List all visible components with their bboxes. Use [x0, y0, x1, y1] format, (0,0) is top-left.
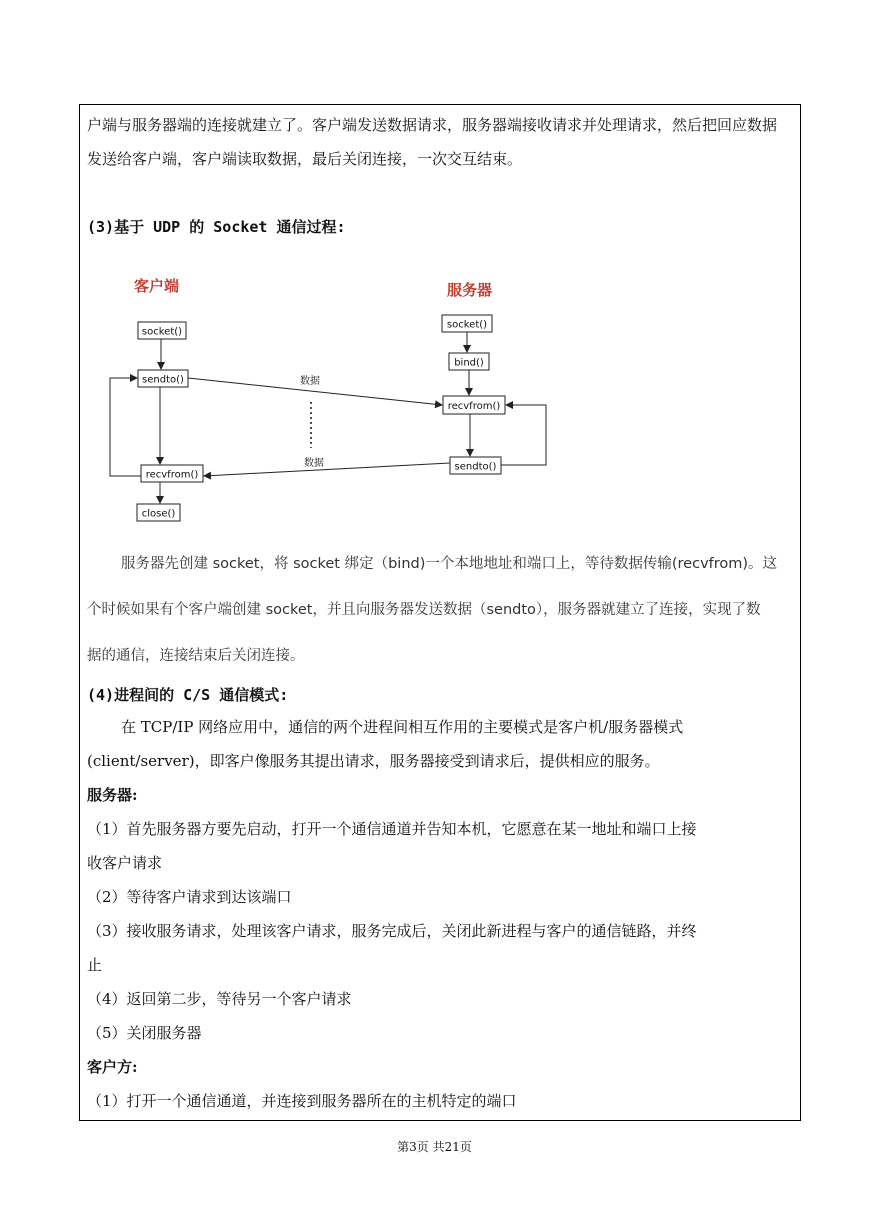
server-socket-node	[442, 315, 492, 332]
intro-line-1: 户端与服务器端的连接就建立了。客户端发送数据请求，服务器端接收请求并处理请求，然后把回应数据	[87, 116, 778, 134]
server-step-1a: （1）首先服务器方要先启动，打开一个通信通道并告知本机，它愿意在某一地址和端口上接	[87, 820, 697, 838]
server-recvfrom-label: recvfrom()	[447, 401, 501, 412]
para-line-3: 据的通信，连接结束后关闭连接。	[87, 648, 305, 664]
server-step-3b: 止	[87, 956, 103, 974]
server-step-4: （4）返回第二步，等待另一个客户请求	[87, 990, 352, 1008]
data-response-arrow	[204, 463, 450, 476]
data-label-top: 数据	[300, 376, 320, 387]
intro-line-2: 发送给客户端，客户端读取数据，最后关闭连接，一次交互结束。	[87, 150, 523, 168]
server-step-1b: 收客户请求	[87, 854, 163, 872]
server-loop-arrow	[501, 405, 546, 465]
client-socket-label: socket()	[141, 326, 183, 338]
section4-line-2: (client/server)，即客户像服务其提出请求，服务器接受到请求后，提供相应的服务。	[87, 752, 660, 770]
server-sendto-label: sendto()	[454, 461, 497, 473]
client-heading: 客户方:	[87, 1058, 138, 1076]
server-step-2: （2）等待客户请求到达该端口	[87, 888, 292, 906]
section3-heading: (3)基于 UDP 的 Socket 通信过程:	[87, 218, 346, 236]
data-label-bottom: 数据	[304, 458, 324, 469]
client-close-node	[137, 504, 180, 521]
server-recvfrom-node	[443, 396, 505, 414]
client-recvfrom-node	[141, 465, 203, 482]
client-sendto-label: sendto()	[142, 374, 184, 386]
page-footer: 第3页 共21页	[397, 1140, 472, 1154]
server-title: 服务器	[447, 281, 493, 299]
server-bind-node	[449, 353, 489, 370]
client-title: 客户端	[134, 277, 180, 295]
server-bind-label: bind()	[454, 357, 484, 369]
client-step-1: （1）打开一个通信通道，并连接到服务器所在的主机特定的端口	[87, 1092, 517, 1110]
client-recvfrom-label: recvfrom()	[145, 469, 199, 481]
para-line-2: 个时候如果有个客户端创建 socket，并且向服务器发送数据（sendto），服务器就建立了连接，实现了数	[87, 602, 761, 618]
server-step-3a: （3）接收服务请求，处理该客户请求，服务完成后，关闭此新进程与客户的通信链路，并终	[87, 922, 697, 940]
section4-heading: (4)进程间的 C/S 通信模式:	[87, 686, 289, 704]
client-close-label: close()	[141, 508, 176, 520]
client-sendto-node	[138, 370, 188, 387]
udp-socket-diagram	[0, 260, 869, 560]
client-loop-arrow	[110, 378, 141, 476]
para-line-1: 服务器先创建 socket，将 socket 绑定（bind)一个本地地址和端口上，等待数据传输(recvfrom)。这	[121, 556, 778, 572]
server-socket-label: socket()	[446, 319, 488, 331]
client-socket-node	[138, 322, 186, 339]
server-heading: 服务器:	[87, 786, 138, 804]
server-sendto-node	[450, 457, 501, 474]
server-step-5: （5）关闭服务器	[87, 1024, 202, 1042]
section4-line-1: 在 TCP/IP 网络应用中，通信的两个进程间相互作用的主要模式是客户机/服务器模式	[121, 718, 684, 736]
